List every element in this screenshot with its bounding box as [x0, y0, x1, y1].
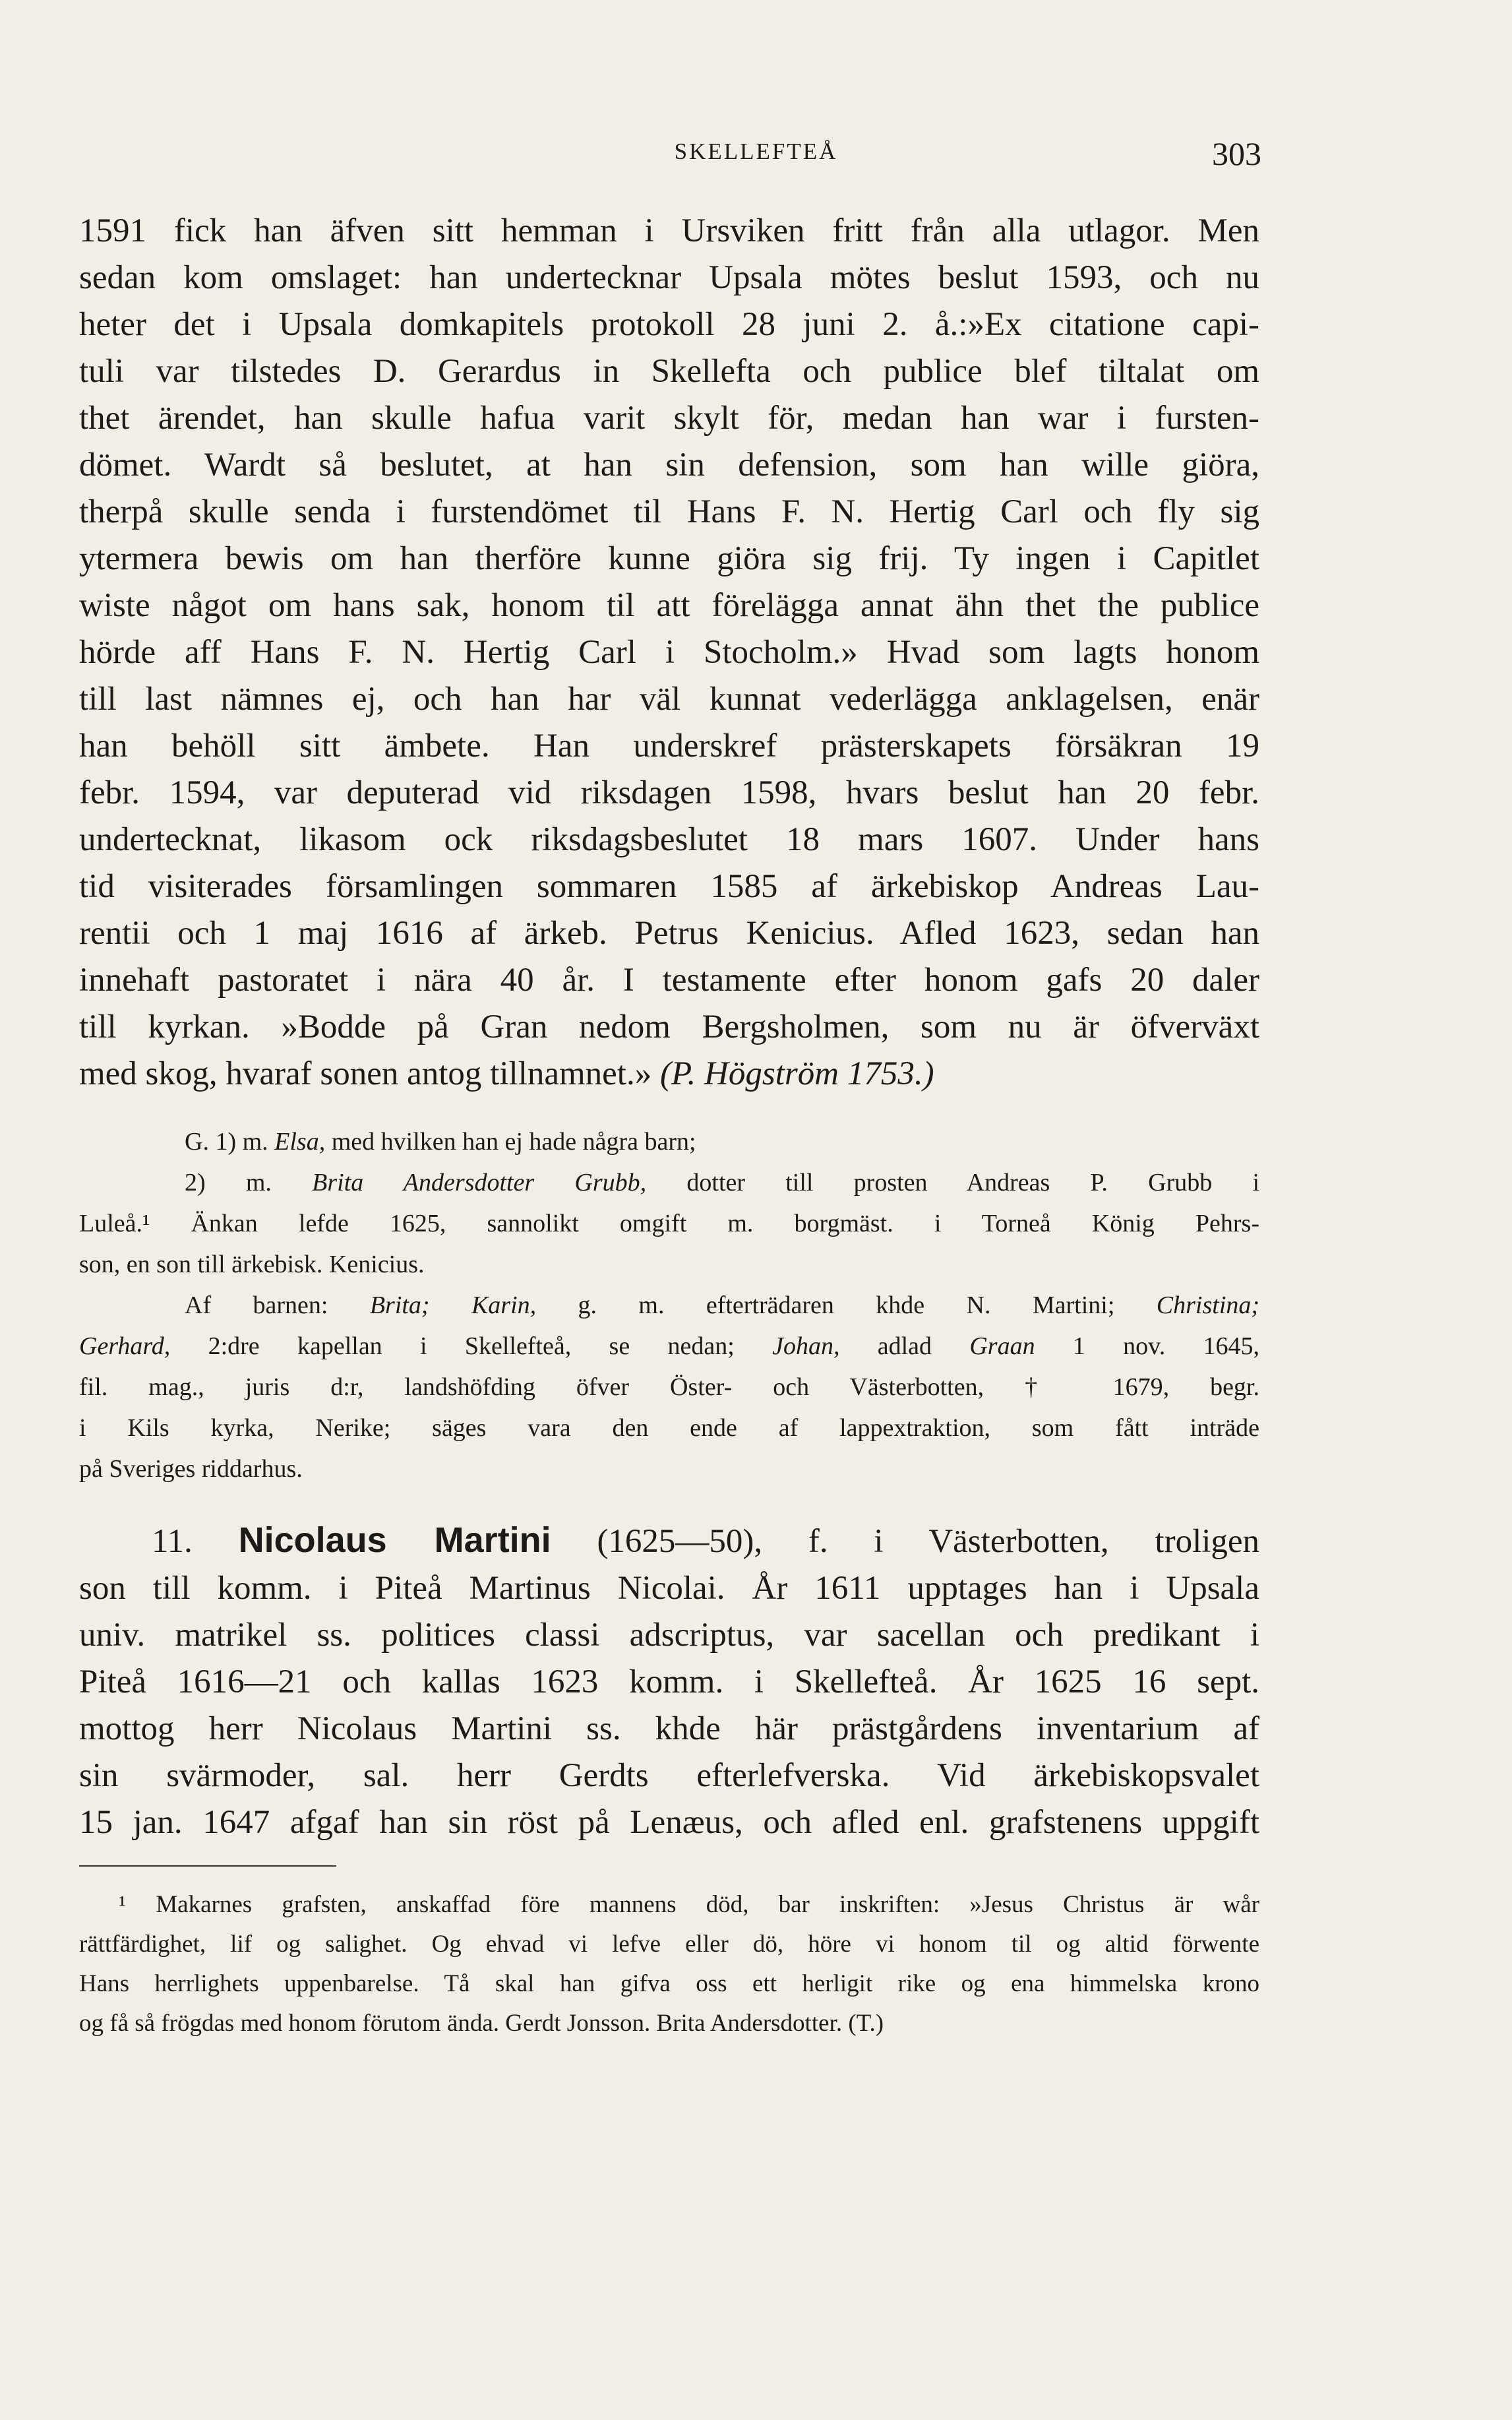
entry-name: Nicolaus Martini	[238, 1520, 551, 1560]
entry-line: univ. matrikel ss. politices classi adscriptus, var sacellan och predikant i	[79, 1617, 1259, 1654]
citation: (P. Högström 1753.)	[659, 1055, 934, 1092]
note-line	[79, 1326, 1259, 1367]
entry-heading-line	[79, 1517, 1259, 1565]
footnote-line: rättfärdighet, lif og salighet. Og ehvad vi lefve eller dö, höre vi honom til og altid förwente	[79, 1931, 1259, 1958]
note-text: 1 nov. 1645,	[1072, 1332, 1259, 1360]
entry-line: Piteå 1616—21 och kallas 1623 komm. i Skellefteå. År 1625 16 sept.	[79, 1663, 1259, 1700]
body-line-text: med skog, hvaraf sonen antog tillnamnet.»	[79, 1055, 652, 1092]
footnote-marker: ¹	[119, 1891, 127, 1918]
genealogy-notes	[79, 1121, 1259, 1489]
note-line: i Kils kyrka, Nerike; säges vara den ende af lappextraktion, som fått inträde	[79, 1414, 1259, 1442]
note-line: Luleå.¹ Änkan lefde 1625, sannolikt omgift m. borgmäst. i Torneå König Pehrs-	[79, 1210, 1259, 1237]
note-line	[79, 1285, 1259, 1326]
note-text: g. m. efterträdaren khde N. Martini;	[578, 1291, 1115, 1319]
body-line: till kyrkan. »Bodde på Gran nedom Bergsholmen, som nu är öfverväxt	[79, 1008, 1259, 1045]
footnote	[79, 1885, 1259, 2043]
body-line: tid visiterades församlingen sommaren 1585 af ärkebiskop Andreas Lau-	[79, 868, 1259, 905]
body-line: till last nämnes ej, och han har väl kunnat vederlägga anklagelsen, enär	[79, 681, 1259, 718]
body-line: han behöll sitt ämbete. Han underskref prästerskapets försäkran 19	[79, 728, 1259, 764]
child-name: Christina;	[1156, 1291, 1260, 1319]
body-line: 1591 fick han äfven sitt hemman i Ursviken fritt från alla utlagor. Men	[79, 212, 1259, 249]
body-line: rentii och 1 maj 1616 af ärkeb. Petrus Kenicius. Afled 1623, sedan han	[79, 915, 1259, 952]
note-line: på Sveriges riddarhus.	[79, 1455, 303, 1483]
footnote-line: Hans herrlighets uppenbarelse. Tå skal han gifva oss ett herligit rike og ena himmelska krono	[79, 1970, 1259, 1997]
entry-nicolaus-martini	[79, 1517, 1259, 1846]
body-line: sedan kom omslaget: han undertecknar Upsala mötes beslut 1593, och nu	[79, 259, 1259, 296]
note-text: 2) m.	[185, 1169, 272, 1196]
entry-line: sin svärmoder, sal. herr Gerdts efterlefverska. Vid ärkebiskopsvalet	[79, 1757, 1259, 1794]
entry-number: 11.	[152, 1523, 193, 1560]
spouse-name: Elsa,	[274, 1128, 326, 1156]
page-header	[0, 135, 1512, 178]
body-line: dömet. Wardt så beslutet, at han sin defension, som han wille giöra,	[79, 447, 1259, 483]
body-line: undertecknat, likasom ock riksdagsbeslutet 18 mars 1607. Under hans	[79, 821, 1259, 858]
footnote-line	[79, 1885, 1259, 1925]
note-line	[79, 1121, 1259, 1162]
note-line: fil. mag., juris d:r, landshöfding öfver Öster- och Västerbotten, † 1679, begr.	[79, 1373, 1259, 1401]
body-line: febr. 1594, var deputerad vid riksdagen 1598, hvars beslut han 20 febr.	[79, 774, 1259, 811]
body-line: wiste något om hans sak, honom til att förelägga annat ähn thet the publice	[79, 587, 1259, 624]
page-number: 303	[1212, 135, 1261, 172]
note-text: 2:dre kapellan i Skellefteå, se nedan;	[208, 1332, 735, 1360]
body-line: hörde aff Hans F. N. Hertig Carl i Stocholm.» Hvad som lagts honom	[79, 634, 1259, 671]
note-text: med hvilken han ej hade några barn;	[331, 1128, 696, 1156]
main-paragraph	[79, 208, 1259, 1098]
entry-text: (1625—50), f. i Västerbotten, troligen	[597, 1523, 1260, 1560]
note-line: son, en son till ärkebisk. Kenicius.	[79, 1251, 425, 1278]
note-text: G. 1) m.	[185, 1128, 268, 1156]
note-line	[79, 1162, 1259, 1203]
footnote-text: Makarnes grafsten, anskaffad före mannens död, bar inskriften: »Jesus Christus är wår	[156, 1891, 1260, 1918]
footnote-line: og få så frögdas med honom förutom ända. Gerdt Jonsson. Brita Andersdotter. (T.)	[79, 2010, 884, 2037]
entry-line: mottog herr Nicolaus Martini ss. khde här prästgårdens inventarium af	[79, 1710, 1259, 1747]
body-line: therpå skulle senda i furstendömet til Hans F. N. Hertig Carl och fly sig	[79, 493, 1259, 530]
entry-line: son till komm. i Piteå Martinus Nicolai. År 1611 upptages han i Upsala	[79, 1570, 1259, 1607]
body-line: tuli var tilstedes D. Gerardus in Skellefta och publice blef tiltalat om	[79, 353, 1259, 390]
child-name: Johan,	[772, 1332, 840, 1360]
body-line: innehaft pastoratet i nära 40 år. I testamente efter honom gafs 20 daler	[79, 962, 1259, 999]
spouse-name: Brita Andersdotter Grubb,	[312, 1169, 647, 1196]
body-line: ytermera bewis om han therföre kunne giöra sig frij. Ty ingen i Capitlet	[79, 540, 1259, 577]
noble-name: Graan	[969, 1332, 1035, 1360]
child-name: Gerhard,	[79, 1332, 171, 1360]
body-line: thet ärendet, han skulle hafua varit skylt för, medan han war i fursten-	[79, 400, 1259, 437]
child-name: Brita; Karin,	[369, 1291, 537, 1319]
note-text: Af barnen:	[185, 1291, 328, 1319]
footnote-rule	[79, 1865, 336, 1867]
entry-line: 15 jan. 1647 afgaf han sin röst på Lenæus, och afled enl. grafstenens uppgift	[79, 1804, 1259, 1841]
body-line: heter det i Upsala domkapitels protokoll 28 juni 2. å.:»Ex citatione capi-	[79, 306, 1259, 343]
running-title: SKELLEFTEÅ	[674, 139, 838, 164]
note-text: dotter till prosten Andreas P. Grubb i	[686, 1169, 1259, 1196]
note-text: adlad	[877, 1332, 932, 1360]
body-last-line	[79, 1051, 1259, 1098]
